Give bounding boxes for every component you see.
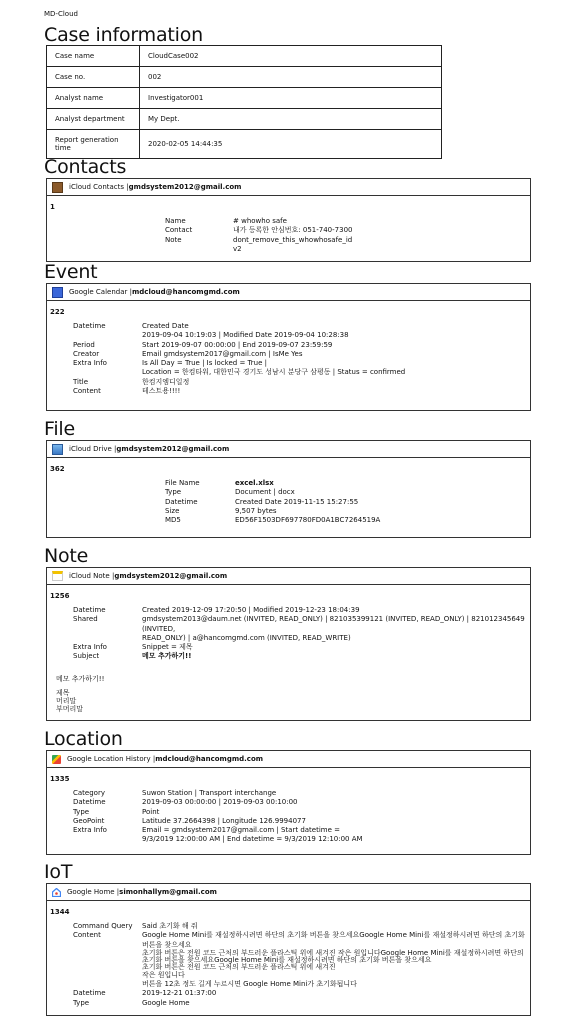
case-value: 2020-02-05 14:44:35 (140, 130, 442, 159)
record-fields (73, 606, 526, 662)
case-key: Report generation time (47, 130, 140, 159)
field-key: GeoPoint (73, 816, 105, 825)
field-value: 초기화 버튼은 전원 코드 근처의 부드러운 플라스틱 위에 새겨진 작은 원입니다Google Home Mini를 재설정하시려면 하단의 (142, 948, 524, 957)
field-key: File Name (165, 479, 200, 487)
record-id: 222 (50, 308, 65, 316)
field-value: Suwon Station | Transport interchange (142, 789, 277, 797)
note-icon (52, 571, 63, 581)
note-body-line: 부머리말 (56, 705, 84, 713)
location-source-header (47, 751, 530, 768)
record-fields (165, 217, 473, 254)
source-name: Google Location History | (67, 755, 156, 763)
app-brand: MD-Cloud (44, 10, 78, 18)
case-row (47, 46, 442, 67)
field-key: Extra Info (73, 643, 107, 652)
file-heading: File (44, 418, 75, 440)
case-key: Analyst department (47, 109, 140, 130)
location-history-icon (52, 755, 61, 764)
field-key: Datetime (73, 606, 106, 614)
field-value: Latitude 37.2664398 | Longitude 126.9994077 (142, 816, 306, 825)
field-value: 테스트용!!!! (142, 387, 181, 396)
field-key: Shared (73, 615, 98, 624)
field-key: Command Query (73, 922, 133, 930)
field-key: Category (73, 789, 105, 797)
field-key: Subject (73, 652, 100, 661)
record-id: 1256 (50, 592, 70, 600)
note-source-header (47, 568, 530, 585)
field-key: Content (73, 931, 101, 940)
calendar-icon (52, 287, 63, 298)
source-account: mdcloud@hancomgmd.com (155, 755, 264, 763)
case-row (47, 88, 442, 109)
field-value: Email gmdsystem2017@gmail.com | IsMe Yes (142, 349, 303, 358)
field-value: Location = 한컴타워, 대한민국 경기도 성남시 분당구 삼평동 | Status = confirmed (142, 368, 406, 377)
drive-icon (52, 444, 63, 455)
note-body-line: 제목 (56, 689, 70, 697)
note-body-line: 메모 추가하기!! (56, 675, 105, 683)
contacts-source-header (47, 179, 530, 196)
field-value: 2019-09-04 10:19:03 | Modified Date 2019-09-04 10:28:38 (142, 331, 349, 340)
field-value: 버튼을 찾으세요 (142, 940, 192, 949)
event-section (46, 283, 531, 411)
case-key: Case no. (47, 67, 140, 88)
field-value: 메모 추가하기!! (142, 652, 192, 661)
field-key: Datetime (73, 322, 106, 330)
field-value: excel.xlsx (235, 479, 274, 487)
case-row (47, 130, 442, 159)
field-value: Created 2019-12-09 17:20:50 | Modified 2019-12-23 18:04:39 (142, 606, 360, 614)
field-value: 초기화 버튼은 전원 코드 근처의 부드러운 플라스틱 위에 새겨진 (142, 962, 336, 971)
field-key: Type (165, 488, 182, 497)
source-account: simonhallym@gmail.com (119, 888, 217, 896)
field-value: 9,507 bytes (235, 506, 277, 515)
source-name: iCloud Contacts | (69, 183, 129, 191)
field-key: Type (73, 807, 90, 816)
location-section (46, 750, 531, 855)
field-value: dont_remove_this_whowhosafe_id (233, 235, 353, 244)
field-key: Datetime (73, 989, 106, 998)
case-value: 002 (140, 67, 442, 88)
field-value: READ_ONLY) | a@hancomgmd.com (INVITED, READ_WRITE) (142, 633, 351, 642)
field-value: 2019-12-21 01:37:00 (142, 989, 217, 998)
field-key: Note (165, 235, 182, 244)
source-account: gmdsystem2012@gmail.com (114, 572, 228, 580)
source-name: Google Home | (67, 888, 120, 896)
record-id: 1 (50, 203, 55, 211)
field-value: Google Home (142, 998, 190, 1007)
case-information-table (46, 45, 442, 159)
source-name: Google Calendar | (69, 288, 132, 296)
event-source-header (47, 284, 530, 301)
field-value: Snippet = 제목 (142, 643, 193, 652)
field-value: Said 초기화 해 줘 (142, 922, 198, 930)
case-row (47, 109, 442, 130)
case-value: My Dept. (140, 109, 442, 130)
field-value: Document | docx (235, 488, 295, 497)
record-fields (73, 322, 522, 396)
field-key: Extra Info (73, 826, 107, 835)
field-value: v2 (233, 244, 242, 253)
field-key: Extra Info (73, 359, 107, 368)
record-id: 1344 (50, 908, 70, 916)
field-value: Point (142, 807, 160, 816)
note-body-line: 머리말 (56, 697, 77, 705)
field-key: Datetime (165, 497, 198, 506)
contacts-heading: Contacts (44, 156, 127, 178)
field-value: # whowho safe (233, 217, 287, 225)
field-key: Period (73, 340, 95, 349)
file-source-header (47, 441, 530, 458)
note-heading: Note (44, 545, 89, 567)
record-fields (73, 789, 522, 845)
iot-heading: IoT (44, 861, 73, 883)
record-id: 1335 (50, 775, 70, 783)
source-account: gmdsystem2012@gmail.com (116, 445, 230, 453)
field-value: 작은 원입니다 (142, 970, 185, 979)
field-key: Creator (73, 349, 100, 358)
record-id: 362 (50, 465, 65, 473)
field-value: (INVITED, (142, 624, 176, 633)
source-name: iCloud Note | (69, 572, 115, 580)
case-row (47, 67, 442, 88)
field-value: Google Home Mini를 재설정하시려면 하단의 초기화 버튼을 찾으세요Google Home Mini를 재설정하시려면 하단의 초기화 (142, 931, 525, 940)
field-value: ED56F1503DF697780FD0A1BC7264519A (235, 516, 381, 525)
field-key: Content (73, 387, 101, 396)
event-heading: Event (44, 261, 98, 283)
field-key: Name (165, 217, 186, 225)
contacts-section (46, 178, 531, 262)
source-account: mdcloud@hancomgmd.com (131, 288, 240, 296)
case-key: Case name (47, 46, 140, 67)
field-key: Title (73, 377, 89, 386)
field-value: 2019-09-03 00:00:00 | 2019-09-03 00:10:00 (142, 798, 298, 807)
source-account: gmdsystem2012@gmail.com (128, 183, 242, 191)
field-value: Email = gmdsystem2017@gmail.com | Start datetime = (142, 826, 341, 835)
field-value: 초기화 버튼을 찾으세요Google Home Mini를 재설정하시려면 하단의 초기화 버튼을 찾으세요 (142, 955, 432, 964)
case-value: CloudCase002 (140, 46, 442, 67)
case-value: Investigator001 (140, 88, 442, 109)
note-section (46, 567, 531, 721)
field-value: Start 2019-09-07 00:00:00 | End 2019-09-07 23:59:59 (142, 340, 333, 349)
field-value: 한컴지엠디일정 (142, 377, 190, 386)
field-value: 내가 등록한 안심번호: 051-740-7300 (233, 226, 353, 235)
field-key: Datetime (73, 798, 106, 807)
record-fields (73, 922, 532, 1008)
field-value: Created Date (142, 322, 189, 330)
record-fields (165, 479, 475, 525)
iot-source-header (47, 884, 530, 901)
google-home-icon (52, 888, 61, 897)
case-key: Analyst name (47, 88, 140, 109)
contacts-book-icon (52, 182, 63, 193)
source-name: iCloud Drive | (69, 445, 117, 453)
field-key: Contact (165, 226, 193, 235)
field-value: Created Date 2019-11-15 15:27:55 (235, 497, 359, 506)
field-value: 9/3/2019 12:00:00 AM | End datetime = 9/3/2019 12:10:00 AM (142, 835, 363, 844)
field-value: Is All Day = True | Is locked = True | (142, 359, 267, 368)
case-information-heading: Case information (44, 24, 203, 46)
field-value: gmdsystem2013@daum.net (INVITED, READ_ONLY) | 821035399121 (INVITED, READ_ONLY) | 821012345649 (142, 615, 525, 624)
field-key: MD5 (165, 516, 181, 525)
iot-section (46, 883, 531, 1016)
location-heading: Location (44, 728, 123, 750)
field-key: Size (165, 506, 180, 515)
field-key: Type (73, 998, 90, 1007)
field-value: 버튼을 12초 정도 길게 누르시면 Google Home Mini가 초기화됩니다 (142, 980, 357, 989)
file-section (46, 440, 531, 538)
